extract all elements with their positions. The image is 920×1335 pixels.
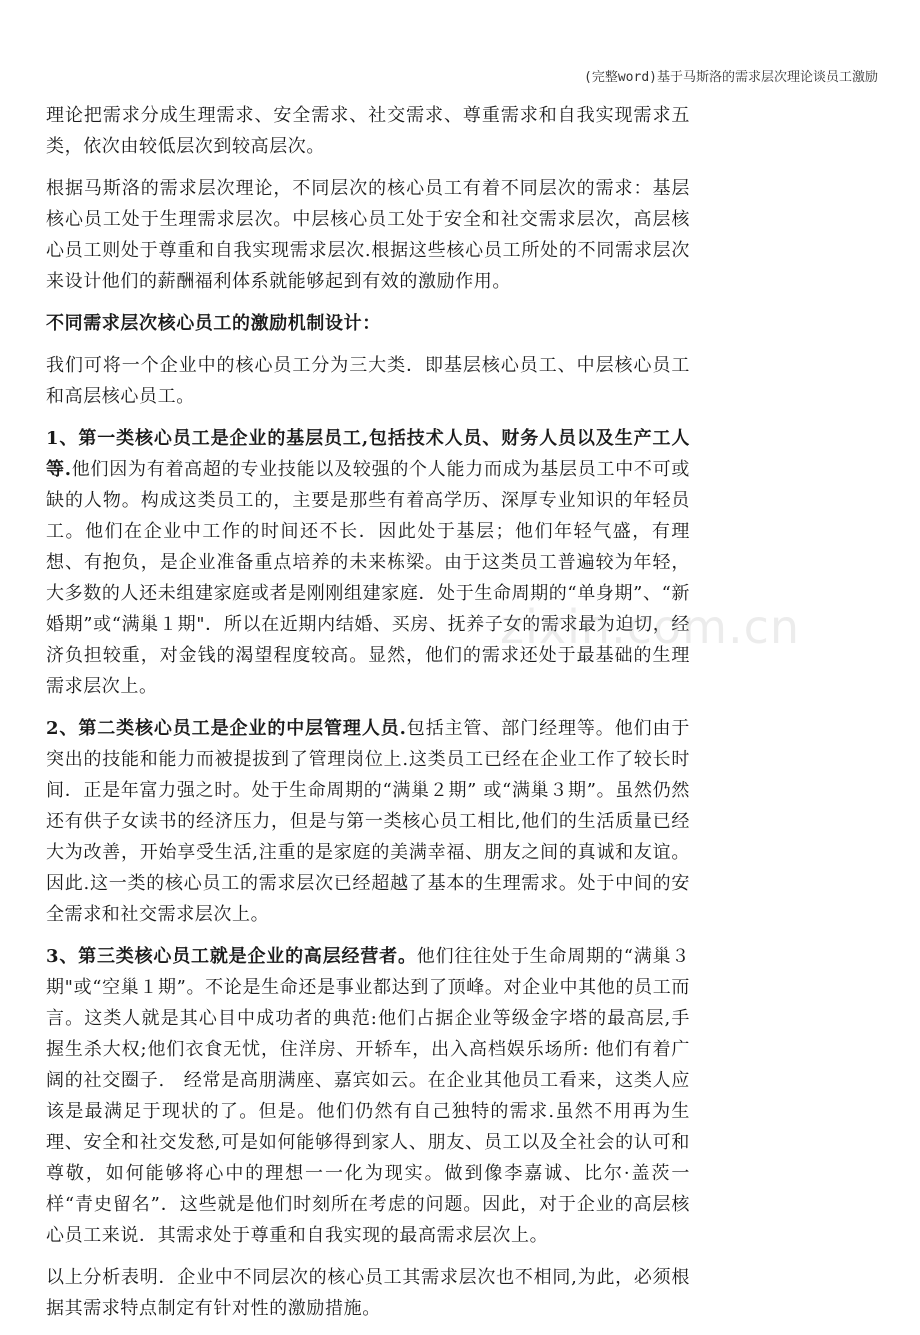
watermark-text: zixin.com.cn <box>500 600 801 654</box>
paragraph-category-2 <box>46 713 690 930</box>
paragraph-category-3 <box>46 941 690 1251</box>
category-3-text: 他们往往处于生命周期的“满巢３期"或“空巢１期”。不论是生命还是事业都达到了顶峰。对企业中其他的员工而言。这类人就是其心目中成功者的典范:他们占据企业等级金字塔的最高层,手握生杀大权;他们衣食无忧，住洋房、开轿车，出入高档娱乐场所: 他们有着广阔的社交圈子. 经常是高朋满座、嘉宾如云。在企业其他员工看来，这类人应该是最满足于现状的了。但是。他们仍然有自己独特的需求.虽然不用再为生理、安全和社交发愁,可是如何能够得到家人、朋友、员工以及全社会的认可和尊敬，如何能够将心中的理想一一化为现实。做到像李嘉诚、比尔·盖茨一样“青史留名”．这些就是他们时刻所在考虑的问题。因此，对于企业的高层核心员工来说．其需求处于尊重和自我实现的最高需求层次上。 <box>46 946 690 1246</box>
paragraph-conclusion: 以上分析表明．企业中不同层次的核心员工其需求层次也不相同,为此，必须根据其需求特点制定有针对性的激励措施。 <box>46 1267 690 1319</box>
paragraph-maslow-theory: 根据马斯洛的需求层次理论，不同层次的核心员工有着不同层次的需求：基层核心员工处于生理需求层次。中层核心员工处于安全和社交需求层次，高层核心员工则处于尊重和自我实现需求层次.根据这些核心员工所处的不同需求层次来设计他们的薪酬福利体系就能够起到有效的激励作用。 <box>46 178 690 292</box>
category-2-title: 2、第二类核心员工是企业的中层管理人员. <box>46 718 407 739</box>
category-3-title: 3、第三类核心员工就是企业的高层经营者。 <box>46 946 417 967</box>
section-heading-text: 不同需求层次核心员工的激励机制设计： <box>46 313 381 334</box>
category-1-text: 他们因为有着高超的专业技能以及较强的个人能力而成为基层员工中不可或缺的人物。构成这类员工的，主要是那些有着高学历、深厚专业知识的年轻员工。他们在企业中工作的时间还不长．因此处于基层；他们年轻气盛，有理想、有抱负，是企业准备重点培养的未来栋梁。由于这类员工普遍较为年轻，大多数的人还未组建家庭或者是刚刚组建家庭．处于生命周期的“单身期”、“新婚期”或“满巢１期"．所以在近期内结婚、买房、抚养子女的需求最为迫切，经济负担较重，对金钱的渴望程度较高。显然，他们的需求还处于最基础的生理需求层次上。 <box>46 459 691 697</box>
category-2-text: 包括主管、部门经理等。他们由于突出的技能和能力而被提拔到了管理岗位上.这类员工已经在企业工作了较长时间．正是年富力强之时。处于生命周期的“满巢２期” 或“满巢３期”。虽然仍然还有供子女读书的经济压力，但是与第一类核心员工相比,他们的生活质量已经大为改善，开始享受生活,注重的是家庭的美满幸福、朋友之间的真诚和友谊。因此.这一类的核心员工的需求层次已经超越了基本的生理需求。处于中间的安全需求和社交需求层次上。 <box>46 718 690 925</box>
category-1-title: 1、第一类核心员工是企业的基层员工,包括技术人员、财务人员以及生产工人等. <box>46 428 690 480</box>
document-body <box>46 100 690 1335</box>
paragraph-three-categories: 我们可将一个企业中的核心员工分为三大类．即基层核心员工、中层核心员工和高层核心员工。 <box>46 355 690 407</box>
page-header-title: (完整word)基于马斯洛的需求层次理论谈员工激励 <box>584 70 878 85</box>
paragraph-need-categories: 理论把需求分成生理需求、安全需求、社交需求、尊重需求和自我实现需求五类，依次由较低层次到较高层次。 <box>46 105 690 157</box>
section-heading <box>46 308 690 339</box>
paragraph-category-1 <box>46 423 690 702</box>
